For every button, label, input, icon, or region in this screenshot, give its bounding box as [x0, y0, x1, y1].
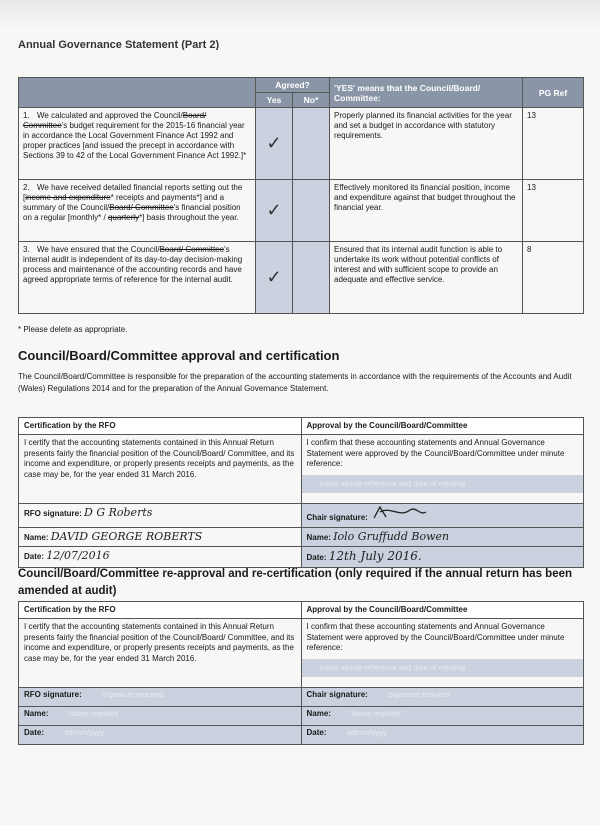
pg-ref-header: PG Ref: [523, 78, 584, 108]
rfo-heading: Certification by the RFO: [19, 418, 302, 435]
struck-text: income and expenditure: [25, 193, 111, 202]
rfo-name-label: Name:: [24, 709, 49, 719]
row-number: 2.: [23, 183, 30, 192]
pg-ref-cell: 13: [523, 108, 584, 180]
struck-text: Board/ Committee: [109, 203, 174, 212]
statement-text: *] basis throughout the year.: [139, 213, 239, 222]
minute-reference-hint: Insert minute reference and date of meeting: [319, 662, 466, 672]
statement-text: We have ensured that the Council/: [37, 245, 160, 254]
governance-table: [18, 77, 584, 314]
council-statement: I confirm that these accounting statements and Annual Governance Statement were approved by the Council/Board/Committee under minute reference:: [306, 438, 565, 469]
chair-name-hint: Name required: [351, 709, 401, 719]
no-checkbox[interactable]: [293, 180, 330, 242]
chair-name: Iolo Gruffudd Bowen: [333, 529, 450, 543]
rfo-statement: I certify that the accounting statements contained in this Annual Return presents fairly the financial position of the Council/Board/ Committee, and its income and expenditure, or properly presents receipts and payments, as the case may be, for the year ended 31 March 2016.: [19, 435, 302, 504]
chair-signature-label: Chair signature:: [306, 690, 368, 700]
statement-cell: [19, 180, 256, 242]
rfo-name-field[interactable]: [19, 527, 302, 546]
row-number: 3.: [23, 245, 30, 254]
agreed-header: Agreed?: [256, 78, 330, 93]
rfo-name: DAVID GEORGE ROBERTS: [50, 529, 203, 543]
approval-intro: The Council/Board/Committee is responsible for the preparation of the accounting statements in accordance with the requirements of the Accounts and Audit (Wales) Regulations 2014 and for the preparation of the Annual Governance Statement.: [18, 372, 572, 394]
rfo-signature-hint: Signature required: [102, 690, 164, 700]
chair-name-label: Name:: [306, 709, 331, 719]
minute-reference-hint: Insert minute reference and date of meeting: [319, 478, 466, 488]
chair-date: 12th July 2016.: [328, 548, 422, 563]
pg-ref-cell: 13: [523, 180, 584, 242]
chair-signature-field[interactable]: [301, 688, 584, 707]
reapproval-title: Council/Board/Committee re-approval and re-certification (only required if the annual return has been amended at audit): [18, 568, 573, 597]
chair-date-field[interactable]: [301, 726, 584, 745]
minute-reference-field[interactable]: [302, 659, 584, 677]
section-title-partial: Annual Governance Statement (Part 2): [18, 40, 220, 50]
statement-text: 's financial position on a regular [monthly* /: [23, 203, 241, 222]
chair-date-hint: dd/mm/yyyy: [346, 728, 387, 738]
row-number: 1.: [23, 111, 30, 120]
reapproval-table: [18, 601, 584, 745]
struck-text: quarterly: [107, 213, 140, 222]
council-heading: Approval by the Council/Board/Committee: [301, 418, 584, 435]
yes-means-cell: Effectively monitored its financial position, income and expenditure against that budget throughout the financial year.: [330, 180, 523, 242]
rfo-date-field[interactable]: [19, 726, 302, 745]
statement-cell: [19, 108, 256, 180]
table-row: [19, 180, 584, 242]
statement-text: We calculated and approved the Council/: [37, 111, 183, 120]
minute-reference-field[interactable]: [302, 475, 584, 493]
rfo-signature: D G Roberts: [84, 506, 153, 520]
chair-signature-scribble: [370, 506, 430, 520]
yes-means-cell: Properly planned its financial activities for the year and set a budget in accordance with statutory requirements.: [330, 108, 523, 180]
statement-header: [19, 78, 256, 108]
chair-signature-hint: Signature required: [388, 690, 450, 700]
statement-text: 's budget requirement for the 2015-16 financial year in accordance the Local Government Finance Act 1992 and proper practices [and issued the precept in accordance with Sections 39 to 42 of the Local Government Finance Act 1992.]*: [23, 121, 247, 160]
statement-text: We have received detailed financial reports setting out the [: [23, 183, 243, 202]
yes-checkbox[interactable]: ✓: [256, 108, 293, 180]
yes-means-cell: Ensured that its internal audit function is able to undertake its work without potential conflicts of interest and with sufficient scope to provide an adequate and effective service.: [330, 242, 523, 314]
rfo-date-label: Date:: [24, 551, 45, 561]
chair-date-label: Date:: [306, 552, 327, 562]
struck-text: Board/ Committee: [159, 245, 225, 254]
rfo-date-label: Date:: [24, 728, 45, 738]
rfo-statement: I certify that the accounting statements contained in this Annual Return presents fairly the financial position of the Council/Board/ Committee, and its income and expenditure, or properly presents receipts and payments, as the case may be, for the year ended 31 March 2016.: [19, 619, 302, 688]
statement-cell: [19, 242, 256, 314]
approval-table: [18, 417, 584, 568]
council-statement-cell: [301, 619, 584, 688]
table-row: [19, 242, 584, 314]
rfo-signature-label: RFO signature:: [24, 690, 82, 700]
chair-date-label: Date:: [306, 728, 327, 738]
chair-date-field[interactable]: [301, 546, 584, 567]
chair-signature-label: Chair signature:: [306, 513, 368, 523]
struck-text: Board/ Committee: [23, 111, 207, 130]
no-checkbox[interactable]: [293, 242, 330, 314]
rfo-heading: Certification by the RFO: [19, 602, 302, 619]
no-header: No*: [293, 93, 330, 108]
council-statement: I confirm that these accounting statements and Annual Governance Statement were approved by the Council/Board/Committee under minute reference:: [306, 622, 565, 653]
rfo-name-hint: Name required: [68, 709, 119, 719]
table-row: [19, 108, 584, 180]
chair-name-field[interactable]: [301, 527, 584, 546]
rfo-name-field[interactable]: [19, 707, 302, 726]
rfo-signature-field[interactable]: [19, 688, 302, 707]
no-checkbox[interactable]: [293, 108, 330, 180]
chair-name-field[interactable]: [301, 707, 584, 726]
chair-signature: [370, 510, 430, 523]
rfo-date-hint: dd/mm/yyyy: [64, 728, 105, 738]
approval-title: Council/Board/Committee approval and certification: [18, 348, 340, 363]
statement-text: * receipts and payments*] and a summary of the Council/: [23, 193, 225, 212]
yes-means-header: 'YES' means that the Council/Board/ Committee:: [330, 78, 523, 108]
rfo-signature-field[interactable]: [19, 504, 302, 527]
chair-signature-field[interactable]: [301, 504, 584, 527]
pg-ref-cell: 8: [523, 242, 584, 314]
rfo-name-label: Name:: [24, 532, 49, 542]
rfo-date: 12/07/2016: [46, 548, 110, 562]
yes-checkbox[interactable]: ✓: [256, 180, 293, 242]
footnote: * Please delete as appropriate.: [18, 325, 128, 334]
yes-checkbox[interactable]: ✓: [256, 242, 293, 314]
yes-header: Yes: [256, 93, 293, 108]
scan-top-edge: [0, 0, 600, 30]
rfo-date-field[interactable]: [19, 546, 302, 567]
rfo-signature-label: RFO signature:: [24, 509, 82, 519]
chair-name-label: Name:: [306, 532, 331, 542]
council-heading: Approval by the Council/Board/Committee: [301, 602, 584, 619]
council-statement-cell: [301, 435, 584, 504]
statement-text: 's internal audit is independent of its day-to-day decision-making process and maintenance of the accounting records and have agreed appropriate terms of reference for the internal audit.: [23, 245, 243, 284]
